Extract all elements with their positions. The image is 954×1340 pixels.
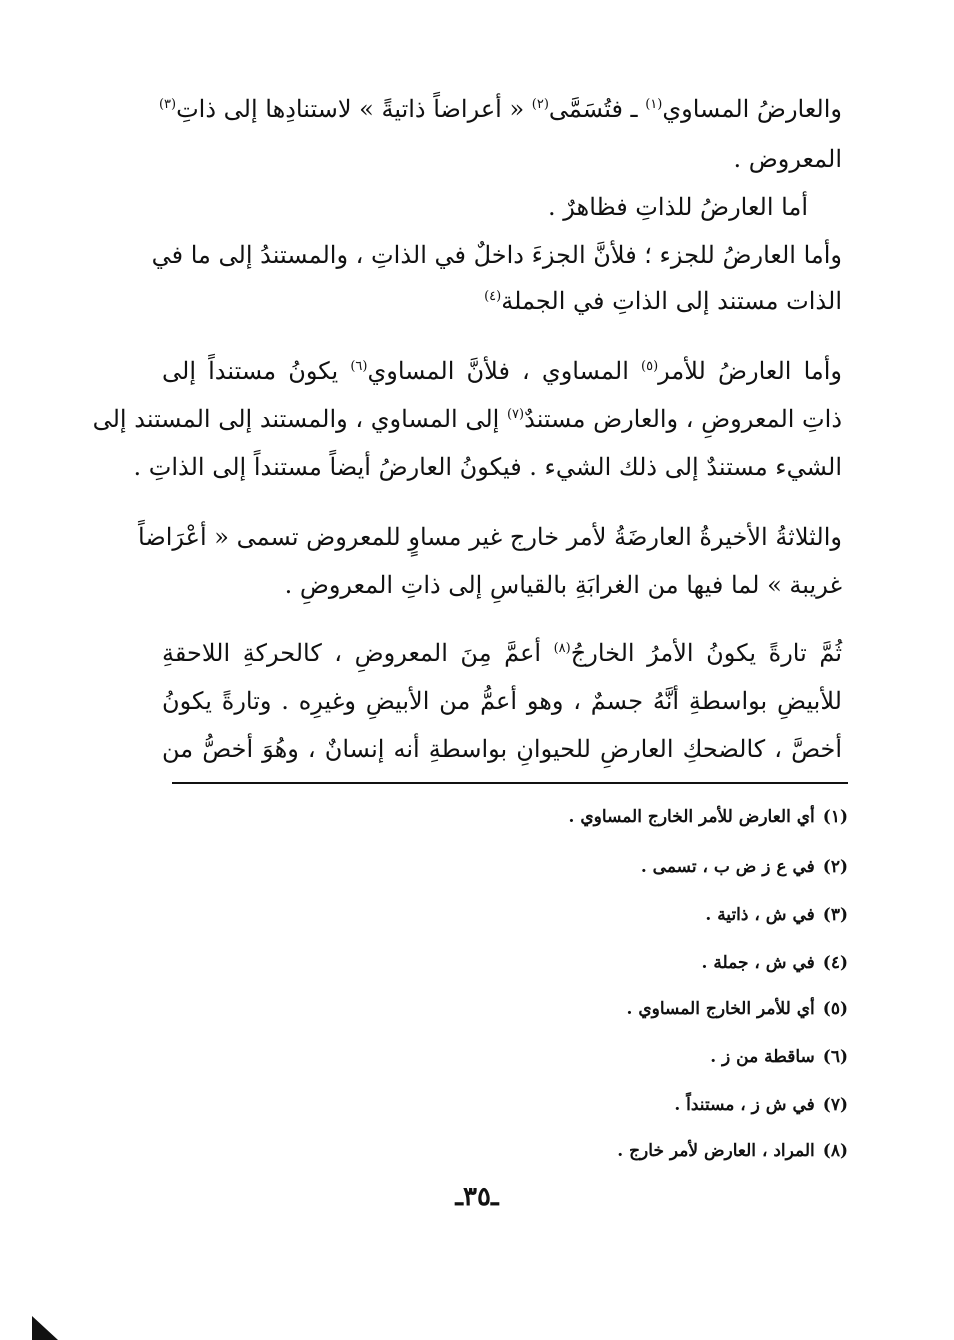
body-line-11: ثُمَّ تارةً يكونُ الأمرُ الخارجُ$^{(٨)}$ أعمَّ مِنَ المعروضِ ، كالحركةِ اللاحقةِ: [162, 639, 842, 667]
body-line-8: الشيء مستندٌ إلى ذلك الشيء . فيكونُ العارضُ أيضاً مستنداً إلى الذاتِ .: [133, 453, 842, 481]
footnote-2: (٢)في ع ز ض ب ، تسمى .: [640, 857, 848, 877]
body-line-2: المعروض .: [733, 145, 842, 173]
footnote-3: (٣)في ش ، ذاتية .: [705, 905, 848, 925]
body-line-5: الذات مستند إلى الذاتِ في الجملة$^{(٤)}$: [484, 287, 842, 315]
footnote-7: (٧)في ش ز ، مستنداً .: [674, 1095, 848, 1115]
footnote-8: (٨)المراد ، العارض لأمر خارج .: [617, 1141, 848, 1161]
body-line-9: والثلاثةُ الأخيرةُ العارضَةُ لأمر خارج غير مساوٍ للمعروض تسمى « أعْرَاضاً: [138, 523, 842, 551]
footnote-separator: [172, 782, 848, 784]
footnote-1: (١)أي العارض للأمر الخارج المساوي .: [568, 807, 848, 827]
page-number: ـ٣٥ـ: [455, 1182, 499, 1212]
footnote-5: (٥)أي للأمر الخارج المساوي .: [626, 999, 848, 1019]
footnote-4: (٤)في ش ، جملة .: [701, 953, 848, 973]
body-line-3: أما العارضُ للذاتِ فظاهرٌ .: [548, 193, 808, 221]
footnote-6: (٦)ساقطة من ز .: [710, 1047, 848, 1067]
body-line-7: ذاتِ المعروضِ ، والعارض مستندٌ$^{(٧)}$ إلى المساوي ، والمستند إلى المستند إلى: [92, 405, 842, 433]
body-line-4: وأما العارضُ للجزء ؛ فلأنَّ الجزءَ داخلٌ في الذاتِ ، والمستندُ إلى ما في: [151, 241, 842, 269]
body-line-6: وأما العارضُ للأمر$^{(٥)}$ المساوي ، فلأنَّ المساوي$^{(٦)}$ يكونُ مستنداً إلى: [162, 357, 843, 385]
body-line-13: أخصَّ ، كالضحكِ العارضِ للحيوانِ بواسطةِ أنه إنسانٌ ، وهُوَ أخصُّ من: [162, 735, 842, 763]
corner-triangle-icon: [32, 1316, 58, 1340]
body-line-10: غريبة » لما فيها من الغرابَةِ بالقياسِ إلى ذاتِ المعروضِ .: [284, 571, 842, 599]
body-line-1: والعارضُ المساوي$^{(١)}$ ـ فتُسَمَّى$^{(٢)}$ « أعراضاً ذاتيةً » لاستنادِها إلى ذاتِ$^{(٣)}$: [158, 95, 842, 123]
body-line-12: للأبيضِ بواسطةِ أنَّهُ جسمٌ ، وهو أعمُّ من الأبيضِ وغيرِه . وتارةً يكونُ: [162, 687, 842, 715]
